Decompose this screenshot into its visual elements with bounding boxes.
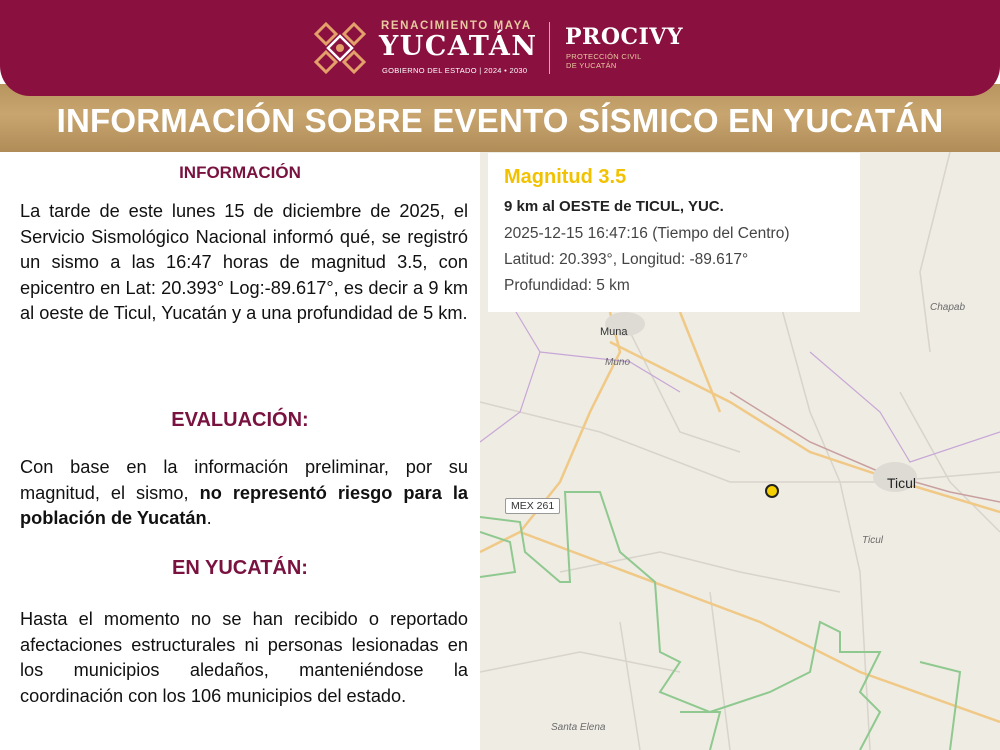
epicenter-marker-icon [765,484,779,498]
agency-name: PROCIVY [565,24,684,50]
header-divider [549,22,550,74]
section-body-evaluacion [20,455,468,532]
evaluacion-end: . [206,508,212,528]
section-title-informacion: INFORMACIÓN [179,163,301,182]
map-label-ticul-area: Ticul [862,535,884,546]
yucatan-logo-icon [312,20,368,76]
agency-subtitle-line: PROTECCIÓN CIVIL [566,52,642,61]
brand-tagline: RENACIMIENTO MAYA [381,20,532,32]
map-label-muna: Muna [600,326,628,338]
map-label-chapab: Chapab [930,302,966,313]
map-label-santa-elena: Santa Elena [551,722,606,733]
agency-subtitle-line: DE YUCATÁN [566,61,617,70]
brand-name: YUCATÁN [379,31,538,62]
map-label-muna-area: Muno [605,357,631,368]
evaluacion-highlight: no representó riesgo para la población de Yucatán [20,482,468,528]
agency-subtitle [566,52,642,70]
page-title: INFORMACIÓN SOBRE EVENTO SÍSMICO EN YUCATÁN [56,102,944,139]
brand-subtitle: GOBIERNO DEL ESTADO | 2024 • 2030 [382,66,528,75]
event-datetime: 2025-12-15 16:47:16 (Tiempo del Centro) [504,225,790,242]
map-label-ticul: Ticul [887,475,917,491]
event-depth: Profundidad: 5 km [504,277,630,294]
evaluacion-text: Con base en la información preliminar, por su magnitud, el sismo, [20,457,468,503]
section-body-en-yucatan: Hasta el momento no se han recibido o reportado afectaciones estructurales ni personas lesionadas en los municipios aledaños, manteniéndose la coordinación con los 106 municipios del estado. [20,609,468,706]
event-location: 9 km al OESTE de TICUL, YUC. [504,198,724,215]
event-magnitude: Magnitud 3.5 [504,166,627,188]
section-body-informacion: La tarde de este lunes 15 de diciembre de 2025, el Servicio Sismológico Nacional informó qué, se registró un sismo a las 16:47 horas de magnitud 3.5, con epicentro en Lat: 20.393° Log:-89.617°, es decir a 9 km al oeste de Ticul, Yucatán y a una profundidad de 5 km. [20,201,468,323]
section-title-evaluacion: EVALUACIÓN: [171,409,309,431]
event-coordinates: Latitud: 20.393°, Longitud: -89.617° [504,251,749,268]
section-title-en-yucatan: EN YUCATÁN: [172,557,308,579]
road-shield-mex261: MEX 261 [505,498,560,514]
